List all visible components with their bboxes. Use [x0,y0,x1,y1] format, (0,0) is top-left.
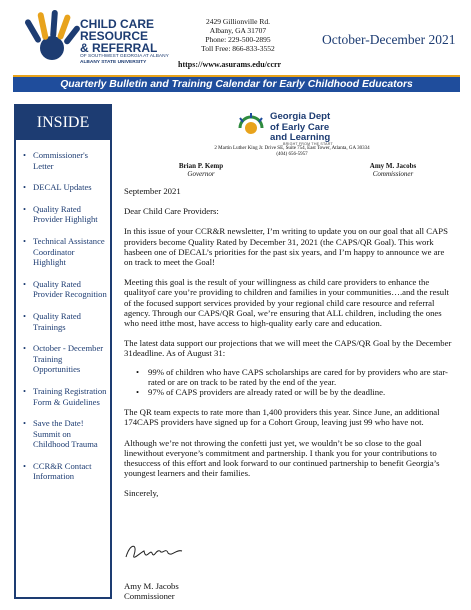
letter-paragraph: Meeting this goal is the result of your willingness as child care providers to enhance the qualityof care you’re providing to children and families in your communities….and the result of the focused support services provided by your regional child care resource and referral agency. Through our CAPS/QR Goal, we’re ensuring that ALL children, including the ones who need itthe most, have access to high-quality early care and education. [124,277,449,329]
sidebar-item-summit[interactable]: • Save the Date! Summit on Childhood Trauma [16,418,110,450]
ccrr-logo-icon [22,8,82,62]
sidebar-item-training-opportunities[interactable]: • October - December Training Opportunities [16,343,110,375]
quarter-title: October-December 2021 [322,32,456,47]
org-university: ALBANY STATE UNIVERSITY [80,59,147,65]
letter-bullet-list [124,367,454,398]
inside-sidebar [14,104,112,599]
decal-tagline: BRIGHT FROM THE START [283,142,333,146]
letter-paragraph: In this issue of your CCR&R newsletter, I’m writing to update you on our goal that all CAPS providers become Quality Rated by December 31, 2021 (the CAPS/QR Goal). This work hasbeen one of DECAL’s priorities for the past six years, and I’m happy to announce we are on track to meet the Goal! [124,226,448,268]
letter-salutation: Dear Child Care Providers: [124,206,219,217]
governor-block [166,162,236,178]
page-header [0,0,471,69]
banner-text: Quarterly Bulletin and Training Calendar for Early Childhood Educators [60,79,413,90]
org-address [197,17,279,53]
org-name-line2: RESOURCE [80,29,149,43]
letter-paragraph: The latest data support our projections that we will meet the CAPS/QR Goal by the December 31deadline. As of August 31: [124,338,452,359]
sidebar-item-qr-trainings[interactable]: • Quality Rated Trainings [16,311,110,332]
commissioner-title: Commissioner [372,170,414,178]
address-line: 2429 Gillionville Rd. [206,17,270,26]
address-line: Albany, GA 31707 [209,26,267,35]
signature-icon [122,541,188,565]
governor-name: Brian P. Kemp [178,162,224,170]
signer-name: Amy M. Jacobs [124,581,179,591]
sidebar-item-tac-highlight[interactable]: • Technical Assistance Coordinator Highlight [16,236,110,268]
letter-paragraph: The QR team expects to rate more than 1,400 providers this year. Since June, an additional 174CAPS providers have signed up for a Cohort Group, leaving just 99 who have not. [124,407,440,428]
commissioner-letter [124,186,454,509]
address-phone: Phone: 229-500-2895 [205,35,271,44]
sidebar-item-provider-highlight[interactable]: • Quality Rated Provider Highlight [16,204,110,225]
bulletin-banner [13,75,460,92]
org-subtitle: OF SOUTHWEST GEORGIA AT ALBANY [80,54,169,59]
decal-name-line2: of Early Care [270,121,330,133]
decal-agency-name [270,112,380,144]
sidebar-list [16,150,110,493]
org-name-line1: CHILD CARE [80,17,154,31]
org-name [80,18,200,65]
decal-sun-icon [237,112,265,140]
letter-bullet: • 99% of children who have CAPS scholarships are cared for by providers who are star-rated or are on track to be rated by the end of the year. [124,367,454,387]
sidebar-title: INSIDE [16,106,110,140]
decal-address: 2 Martin Luther King Jr. Drive SE, Suite 754, East Tower, Atlanta, GA 30334 [214,146,370,151]
sidebar-item-commissioners-letter[interactable]: • Commissioner's Letter [16,150,110,171]
sidebar-item-contact-info[interactable]: • CCR&R Contact Information [16,461,110,482]
letter-paragraph: Although we’re not throwing the confetti just yet, we wouldn’t be so close to the goal linewithout everyone’s commitment and partnership. I thank you for your contributions to thesuccess of this effort and look forward to our continued partnership to benefit Georgia’s youngest learners and their families. [124,437,440,479]
sidebar-item-decal-updates[interactable]: • DECAL Updates [16,182,110,193]
commissioner-block [360,162,426,178]
commissioner-name: Amy M. Jacobs [369,162,417,170]
signer-title: Commissioner [124,591,175,602]
website-link[interactable]: https://www.asurams.edu/ccrr [178,60,282,69]
signer-block [124,581,179,601]
letter-closing: Sincerely, [124,488,159,499]
decal-name-line3: and Learning [270,132,331,143]
sidebar-item-registration-form[interactable]: • Training Registration Form & Guidelines [16,386,110,407]
org-name-line3: & REFERRAL [80,41,158,55]
governor-title: Governor [187,170,215,178]
letter-date: September 2021 [124,186,181,196]
letter-bullet: • 97% of CAPS providers are already rated or will be by the deadline. [124,387,454,397]
address-tollfree: Toll Free: 866-833-3552 [201,44,275,53]
decal-phone: (404) 656-5957 [276,152,308,157]
sidebar-item-provider-recognition[interactable]: • Quality Rated Provider Recognition [16,279,110,300]
decal-name-line1: Georgia Dept [270,111,331,122]
